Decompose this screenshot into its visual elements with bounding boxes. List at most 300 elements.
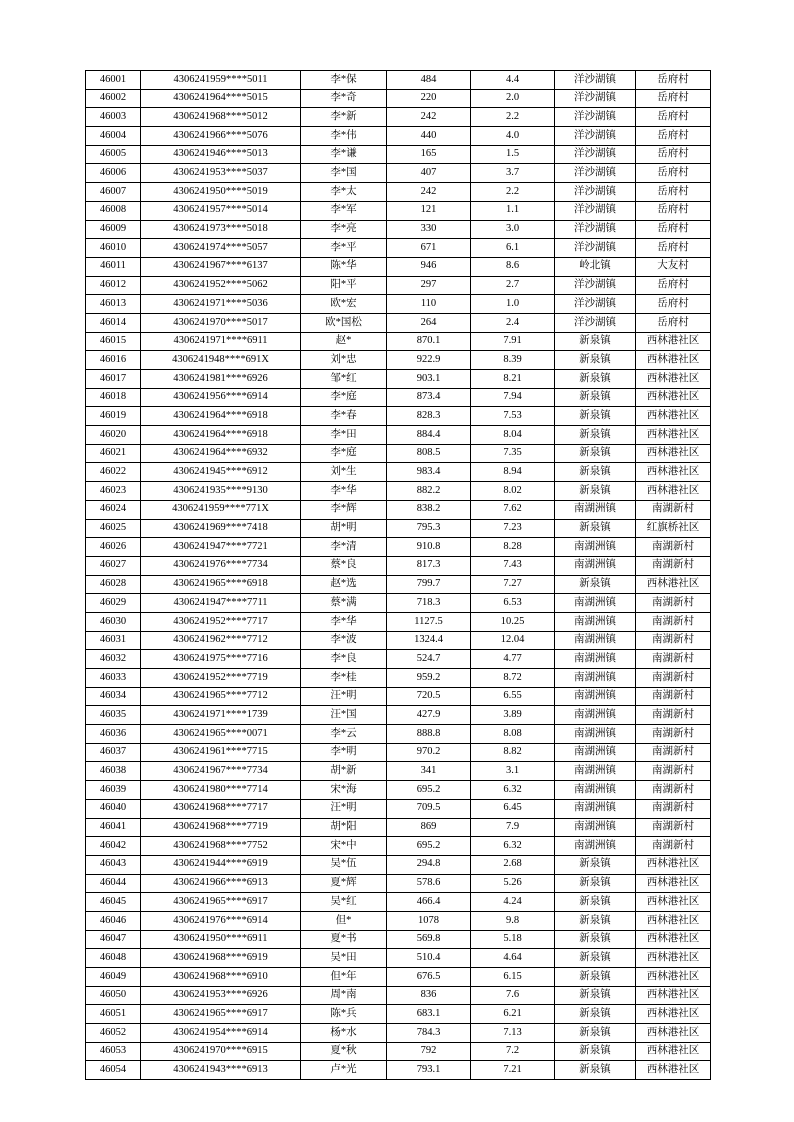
table-row xyxy=(86,426,711,445)
table-row xyxy=(86,930,711,949)
town-cell: 新泉镇 xyxy=(555,463,636,482)
village-cell: 岳府村 xyxy=(636,71,711,90)
name-cell: 夏*书 xyxy=(301,930,387,949)
village-cell: 西林港社区 xyxy=(636,463,711,482)
town-cell: 洋沙湖镇 xyxy=(555,239,636,258)
masked-id-cell: 4306241965****0071 xyxy=(141,725,301,744)
masked-id-cell: 4306241968****7752 xyxy=(141,837,301,856)
table-row xyxy=(86,332,711,351)
table-row xyxy=(86,650,711,669)
seq-cell: 46040 xyxy=(86,799,141,818)
amount-cell: 718.3 xyxy=(387,594,471,613)
town-cell: 南湖洲镇 xyxy=(555,594,636,613)
village-cell: 西林港社区 xyxy=(636,1042,711,1061)
town-cell: 南湖洲镇 xyxy=(555,556,636,575)
table-row xyxy=(86,183,711,202)
seq-cell: 46002 xyxy=(86,89,141,108)
amount-cell: 720.5 xyxy=(387,687,471,706)
table-row xyxy=(86,295,711,314)
area-cell: 6.53 xyxy=(471,594,555,613)
town-cell: 洋沙湖镇 xyxy=(555,127,636,146)
name-cell: 宋*中 xyxy=(301,837,387,856)
area-cell: 6.21 xyxy=(471,1005,555,1024)
area-cell: 4.0 xyxy=(471,127,555,146)
amount-cell: 808.5 xyxy=(387,444,471,463)
town-cell: 新泉镇 xyxy=(555,986,636,1005)
table-row xyxy=(86,313,711,332)
village-cell: 红旗桥社区 xyxy=(636,519,711,538)
amount-cell: 524.7 xyxy=(387,650,471,669)
town-cell: 南湖洲镇 xyxy=(555,650,636,669)
area-cell: 7.9 xyxy=(471,818,555,837)
amount-cell: 795.3 xyxy=(387,519,471,538)
name-cell: 宋*海 xyxy=(301,781,387,800)
area-cell: 7.21 xyxy=(471,1061,555,1080)
masked-id-cell: 4306241970****5017 xyxy=(141,313,301,332)
village-cell: 南湖新村 xyxy=(636,762,711,781)
seq-cell: 46025 xyxy=(86,519,141,538)
amount-cell: 407 xyxy=(387,164,471,183)
name-cell: 李*桂 xyxy=(301,669,387,688)
village-cell: 西林港社区 xyxy=(636,911,711,930)
village-cell: 南湖新村 xyxy=(636,799,711,818)
seq-cell: 46047 xyxy=(86,930,141,949)
name-cell: 李*华 xyxy=(301,612,387,631)
area-cell: 2.4 xyxy=(471,313,555,332)
amount-cell: 676.5 xyxy=(387,968,471,987)
amount-cell: 983.4 xyxy=(387,463,471,482)
amount-cell: 683.1 xyxy=(387,1005,471,1024)
table-row xyxy=(86,145,711,164)
masked-id-cell: 4306241965****6917 xyxy=(141,893,301,912)
town-cell: 岭北镇 xyxy=(555,257,636,276)
amount-cell: 220 xyxy=(387,89,471,108)
village-cell: 西林港社区 xyxy=(636,855,711,874)
name-cell: 刘*生 xyxy=(301,463,387,482)
town-cell: 洋沙湖镇 xyxy=(555,71,636,90)
name-cell: 李*谦 xyxy=(301,145,387,164)
masked-id-cell: 4306241950****5019 xyxy=(141,183,301,202)
amount-cell: 910.8 xyxy=(387,538,471,557)
town-cell: 南湖洲镇 xyxy=(555,781,636,800)
village-cell: 南湖新村 xyxy=(636,500,711,519)
town-cell: 新泉镇 xyxy=(555,968,636,987)
area-cell: 2.7 xyxy=(471,276,555,295)
masked-id-cell: 4306241969****7418 xyxy=(141,519,301,538)
town-cell: 洋沙湖镇 xyxy=(555,183,636,202)
masked-id-cell: 4306241965****6917 xyxy=(141,1005,301,1024)
seq-cell: 46014 xyxy=(86,313,141,332)
village-cell: 西林港社区 xyxy=(636,986,711,1005)
table-row xyxy=(86,164,711,183)
masked-id-cell: 4306241952****5062 xyxy=(141,276,301,295)
town-cell: 新泉镇 xyxy=(555,370,636,389)
amount-cell: 838.2 xyxy=(387,500,471,519)
masked-id-cell: 4306241964****6918 xyxy=(141,426,301,445)
village-cell: 西林港社区 xyxy=(636,1005,711,1024)
area-cell: 7.23 xyxy=(471,519,555,538)
town-cell: 新泉镇 xyxy=(555,930,636,949)
area-cell: 1.5 xyxy=(471,145,555,164)
name-cell: 胡*新 xyxy=(301,762,387,781)
village-cell: 岳府村 xyxy=(636,108,711,127)
town-cell: 洋沙湖镇 xyxy=(555,313,636,332)
area-cell: 8.72 xyxy=(471,669,555,688)
village-cell: 西林港社区 xyxy=(636,370,711,389)
name-cell: 汪*明 xyxy=(301,687,387,706)
seq-cell: 46044 xyxy=(86,874,141,893)
table-row xyxy=(86,220,711,239)
seq-cell: 46018 xyxy=(86,388,141,407)
village-cell: 岳府村 xyxy=(636,145,711,164)
village-cell: 西林港社区 xyxy=(636,949,711,968)
seq-cell: 46038 xyxy=(86,762,141,781)
table-row xyxy=(86,407,711,426)
amount-cell: 466.4 xyxy=(387,893,471,912)
village-cell: 岳府村 xyxy=(636,183,711,202)
seq-cell: 46028 xyxy=(86,575,141,594)
amount-cell: 695.2 xyxy=(387,837,471,856)
seq-cell: 46021 xyxy=(86,444,141,463)
masked-id-cell: 4306241950****6911 xyxy=(141,930,301,949)
village-cell: 西林港社区 xyxy=(636,444,711,463)
area-cell: 8.28 xyxy=(471,538,555,557)
name-cell: 李*庭 xyxy=(301,388,387,407)
town-cell: 南湖洲镇 xyxy=(555,818,636,837)
village-cell: 西林港社区 xyxy=(636,874,711,893)
area-cell: 6.15 xyxy=(471,968,555,987)
name-cell: 蔡*满 xyxy=(301,594,387,613)
name-cell: 汪*国 xyxy=(301,706,387,725)
amount-cell: 709.5 xyxy=(387,799,471,818)
table-row xyxy=(86,108,711,127)
table-row xyxy=(86,1061,711,1080)
table-row xyxy=(86,89,711,108)
amount-cell: 242 xyxy=(387,183,471,202)
amount-cell: 330 xyxy=(387,220,471,239)
area-cell: 8.08 xyxy=(471,725,555,744)
table-row xyxy=(86,725,711,744)
village-cell: 西林港社区 xyxy=(636,426,711,445)
table-row xyxy=(86,1024,711,1043)
name-cell: 陈*华 xyxy=(301,257,387,276)
masked-id-cell: 4306241945****6912 xyxy=(141,463,301,482)
amount-cell: 922.9 xyxy=(387,351,471,370)
amount-cell: 869 xyxy=(387,818,471,837)
table-row xyxy=(86,1042,711,1061)
town-cell: 新泉镇 xyxy=(555,911,636,930)
name-cell: 李*新 xyxy=(301,108,387,127)
name-cell: 汪*明 xyxy=(301,799,387,818)
masked-id-cell: 4306241965****6918 xyxy=(141,575,301,594)
village-cell: 岳府村 xyxy=(636,239,711,258)
table-row xyxy=(86,370,711,389)
amount-cell: 578.6 xyxy=(387,874,471,893)
town-cell: 新泉镇 xyxy=(555,874,636,893)
seq-cell: 46031 xyxy=(86,631,141,650)
town-cell: 洋沙湖镇 xyxy=(555,108,636,127)
seq-cell: 46010 xyxy=(86,239,141,258)
masked-id-cell: 4306241971****1739 xyxy=(141,706,301,725)
area-cell: 8.82 xyxy=(471,743,555,762)
table-row xyxy=(86,594,711,613)
masked-id-cell: 4306241959****771X xyxy=(141,500,301,519)
village-cell: 西林港社区 xyxy=(636,482,711,501)
masked-id-cell: 4306241970****6915 xyxy=(141,1042,301,1061)
town-cell: 南湖洲镇 xyxy=(555,500,636,519)
amount-cell: 873.4 xyxy=(387,388,471,407)
table-row xyxy=(86,575,711,594)
town-cell: 新泉镇 xyxy=(555,332,636,351)
area-cell: 4.77 xyxy=(471,650,555,669)
seq-cell: 46019 xyxy=(86,407,141,426)
seq-cell: 46012 xyxy=(86,276,141,295)
seq-cell: 46022 xyxy=(86,463,141,482)
table-row xyxy=(86,612,711,631)
table-row xyxy=(86,631,711,650)
village-cell: 大友村 xyxy=(636,257,711,276)
name-cell: 李*波 xyxy=(301,631,387,650)
table-row xyxy=(86,519,711,538)
area-cell: 7.62 xyxy=(471,500,555,519)
amount-cell: 510.4 xyxy=(387,949,471,968)
masked-id-cell: 4306241967****6137 xyxy=(141,257,301,276)
name-cell: 李*辉 xyxy=(301,500,387,519)
amount-cell: 799.7 xyxy=(387,575,471,594)
table-row xyxy=(86,556,711,575)
name-cell: 刘*忠 xyxy=(301,351,387,370)
amount-cell: 242 xyxy=(387,108,471,127)
town-cell: 新泉镇 xyxy=(555,1005,636,1024)
amount-cell: 828.3 xyxy=(387,407,471,426)
town-cell: 南湖洲镇 xyxy=(555,725,636,744)
area-cell: 2.2 xyxy=(471,183,555,202)
table-row xyxy=(86,893,711,912)
masked-id-cell: 4306241964****5015 xyxy=(141,89,301,108)
amount-cell: 569.8 xyxy=(387,930,471,949)
town-cell: 洋沙湖镇 xyxy=(555,201,636,220)
seq-cell: 46051 xyxy=(86,1005,141,1024)
seq-cell: 46027 xyxy=(86,556,141,575)
area-cell: 2.2 xyxy=(471,108,555,127)
town-cell: 新泉镇 xyxy=(555,1042,636,1061)
name-cell: 周*南 xyxy=(301,986,387,1005)
amount-cell: 959.2 xyxy=(387,669,471,688)
seq-cell: 46011 xyxy=(86,257,141,276)
masked-id-cell: 4306241961****7715 xyxy=(141,743,301,762)
village-cell: 西林港社区 xyxy=(636,930,711,949)
name-cell: 李*清 xyxy=(301,538,387,557)
village-cell: 西林港社区 xyxy=(636,407,711,426)
masked-id-cell: 4306241953****5037 xyxy=(141,164,301,183)
seq-cell: 46045 xyxy=(86,893,141,912)
masked-id-cell: 4306241973****5018 xyxy=(141,220,301,239)
town-cell: 洋沙湖镇 xyxy=(555,145,636,164)
table-row xyxy=(86,669,711,688)
town-cell: 新泉镇 xyxy=(555,407,636,426)
table-row xyxy=(86,257,711,276)
masked-id-cell: 4306241953****6926 xyxy=(141,986,301,1005)
amount-cell: 1078 xyxy=(387,911,471,930)
seq-cell: 46033 xyxy=(86,669,141,688)
town-cell: 南湖洲镇 xyxy=(555,687,636,706)
name-cell: 李*田 xyxy=(301,426,387,445)
town-cell: 洋沙湖镇 xyxy=(555,295,636,314)
name-cell: 蔡*良 xyxy=(301,556,387,575)
town-cell: 洋沙湖镇 xyxy=(555,89,636,108)
amount-cell: 870.1 xyxy=(387,332,471,351)
village-cell: 南湖新村 xyxy=(636,687,711,706)
table-row xyxy=(86,799,711,818)
masked-id-cell: 4306241975****7716 xyxy=(141,650,301,669)
name-cell: 夏*秋 xyxy=(301,1042,387,1061)
town-cell: 南湖洲镇 xyxy=(555,799,636,818)
name-cell: 李*保 xyxy=(301,71,387,90)
amount-cell: 970.2 xyxy=(387,743,471,762)
seq-cell: 46006 xyxy=(86,164,141,183)
name-cell: 夏*辉 xyxy=(301,874,387,893)
area-cell: 7.27 xyxy=(471,575,555,594)
table-row xyxy=(86,276,711,295)
village-cell: 南湖新村 xyxy=(636,612,711,631)
area-cell: 7.6 xyxy=(471,986,555,1005)
amount-cell: 888.8 xyxy=(387,725,471,744)
amount-cell: 1324.4 xyxy=(387,631,471,650)
town-cell: 南湖洲镇 xyxy=(555,762,636,781)
masked-id-cell: 4306241947****7721 xyxy=(141,538,301,557)
table-row xyxy=(86,239,711,258)
table-row xyxy=(86,538,711,557)
seq-cell: 46020 xyxy=(86,426,141,445)
masked-id-cell: 4306241976****6914 xyxy=(141,911,301,930)
table-row xyxy=(86,743,711,762)
masked-id-cell: 4306241968****7717 xyxy=(141,799,301,818)
area-cell: 1.0 xyxy=(471,295,555,314)
masked-id-cell: 4306241946****5013 xyxy=(141,145,301,164)
area-cell: 8.21 xyxy=(471,370,555,389)
area-cell: 3.1 xyxy=(471,762,555,781)
table-row xyxy=(86,500,711,519)
name-cell: 李*春 xyxy=(301,407,387,426)
seq-cell: 46030 xyxy=(86,612,141,631)
village-cell: 岳府村 xyxy=(636,313,711,332)
seq-cell: 46041 xyxy=(86,818,141,837)
seq-cell: 46048 xyxy=(86,949,141,968)
area-cell: 12.04 xyxy=(471,631,555,650)
village-cell: 南湖新村 xyxy=(636,706,711,725)
name-cell: 邹*红 xyxy=(301,370,387,389)
amount-cell: 484 xyxy=(387,71,471,90)
town-cell: 新泉镇 xyxy=(555,426,636,445)
table-row xyxy=(86,482,711,501)
seq-cell: 46050 xyxy=(86,986,141,1005)
seq-cell: 46046 xyxy=(86,911,141,930)
town-cell: 洋沙湖镇 xyxy=(555,276,636,295)
amount-cell: 903.1 xyxy=(387,370,471,389)
name-cell: 陈*兵 xyxy=(301,1005,387,1024)
masked-id-cell: 4306241964****6918 xyxy=(141,407,301,426)
area-cell: 5.18 xyxy=(471,930,555,949)
area-cell: 6.45 xyxy=(471,799,555,818)
village-cell: 南湖新村 xyxy=(636,781,711,800)
masked-id-cell: 4306241944****6919 xyxy=(141,855,301,874)
name-cell: 欧*国松 xyxy=(301,313,387,332)
area-cell: 7.53 xyxy=(471,407,555,426)
masked-id-cell: 4306241968****6910 xyxy=(141,968,301,987)
seq-cell: 46037 xyxy=(86,743,141,762)
area-cell: 8.04 xyxy=(471,426,555,445)
area-cell: 7.91 xyxy=(471,332,555,351)
village-cell: 南湖新村 xyxy=(636,650,711,669)
village-cell: 岳府村 xyxy=(636,127,711,146)
area-cell: 9.8 xyxy=(471,911,555,930)
town-cell: 新泉镇 xyxy=(555,1024,636,1043)
village-cell: 南湖新村 xyxy=(636,594,711,613)
village-cell: 西林港社区 xyxy=(636,893,711,912)
seq-cell: 46004 xyxy=(86,127,141,146)
seq-cell: 46029 xyxy=(86,594,141,613)
amount-cell: 264 xyxy=(387,313,471,332)
name-cell: 李*云 xyxy=(301,725,387,744)
amount-cell: 792 xyxy=(387,1042,471,1061)
masked-id-cell: 4306241935****9130 xyxy=(141,482,301,501)
seq-cell: 46016 xyxy=(86,351,141,370)
table-row xyxy=(86,706,711,725)
name-cell: 李*良 xyxy=(301,650,387,669)
name-cell: 赵* xyxy=(301,332,387,351)
name-cell: 赵*选 xyxy=(301,575,387,594)
town-cell: 新泉镇 xyxy=(555,444,636,463)
village-cell: 西林港社区 xyxy=(636,332,711,351)
table-row xyxy=(86,388,711,407)
area-cell: 4.4 xyxy=(471,71,555,90)
village-cell: 西林港社区 xyxy=(636,968,711,987)
area-cell: 6.32 xyxy=(471,837,555,856)
masked-id-cell: 4306241974****5057 xyxy=(141,239,301,258)
name-cell: 但* xyxy=(301,911,387,930)
masked-id-cell: 4306241957****5014 xyxy=(141,201,301,220)
seq-cell: 46005 xyxy=(86,145,141,164)
name-cell: 欧*宏 xyxy=(301,295,387,314)
masked-id-cell: 4306241966****6913 xyxy=(141,874,301,893)
seq-cell: 46017 xyxy=(86,370,141,389)
town-cell: 新泉镇 xyxy=(555,893,636,912)
table-row xyxy=(86,687,711,706)
village-cell: 岳府村 xyxy=(636,201,711,220)
town-cell: 洋沙湖镇 xyxy=(555,220,636,239)
amount-cell: 836 xyxy=(387,986,471,1005)
seq-cell: 46036 xyxy=(86,725,141,744)
name-cell: 但*年 xyxy=(301,968,387,987)
masked-id-cell: 4306241948****691X xyxy=(141,351,301,370)
seq-cell: 46042 xyxy=(86,837,141,856)
village-cell: 西林港社区 xyxy=(636,575,711,594)
village-cell: 南湖新村 xyxy=(636,818,711,837)
masked-id-cell: 4306241971****5036 xyxy=(141,295,301,314)
town-cell: 新泉镇 xyxy=(555,388,636,407)
amount-cell: 440 xyxy=(387,127,471,146)
village-cell: 西林港社区 xyxy=(636,388,711,407)
seq-cell: 46023 xyxy=(86,482,141,501)
name-cell: 吴*伍 xyxy=(301,855,387,874)
town-cell: 新泉镇 xyxy=(555,351,636,370)
name-cell: 李*明 xyxy=(301,743,387,762)
area-cell: 4.24 xyxy=(471,893,555,912)
table-row xyxy=(86,837,711,856)
village-cell: 西林港社区 xyxy=(636,1061,711,1080)
masked-id-cell: 4306241971****6911 xyxy=(141,332,301,351)
village-cell: 西林港社区 xyxy=(636,1024,711,1043)
